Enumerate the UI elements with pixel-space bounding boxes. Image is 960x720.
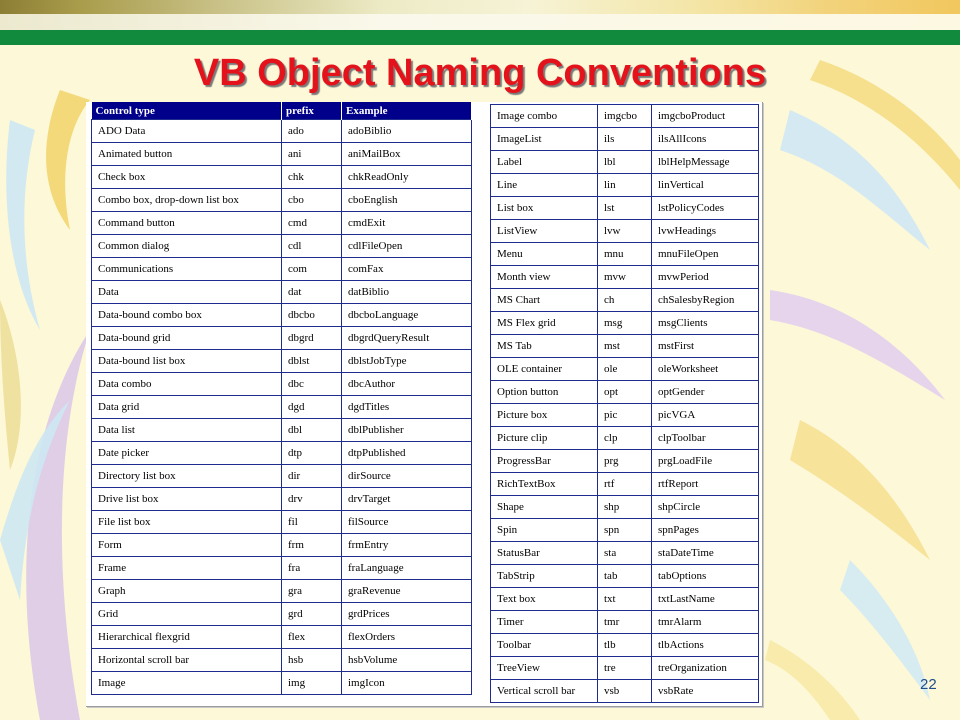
cell-control-type: TreeView: [491, 657, 598, 680]
table-row: [491, 174, 759, 197]
table-row: [491, 151, 759, 174]
table-row: [491, 404, 759, 427]
cell-prefix: tmr: [598, 611, 652, 634]
cell-prefix: prg: [598, 450, 652, 473]
table-row: [92, 672, 472, 695]
cell-example: linVertical: [652, 174, 759, 197]
cell-control-type: Timer: [491, 611, 598, 634]
cell-prefix: tab: [598, 565, 652, 588]
cell-control-type: MS Flex grid: [491, 312, 598, 335]
cell-example: chkReadOnly: [342, 166, 472, 189]
naming-table-right: [490, 104, 759, 703]
table-row: [491, 197, 759, 220]
cell-example: flexOrders: [342, 626, 472, 649]
cell-prefix: clp: [598, 427, 652, 450]
cell-prefix: ch: [598, 289, 652, 312]
cell-example: oleWorksheet: [652, 358, 759, 381]
cell-control-type: Data combo: [92, 373, 282, 396]
cell-control-type: Menu: [491, 243, 598, 266]
cell-control-type: ProgressBar: [491, 450, 598, 473]
cell-prefix: cdl: [282, 235, 342, 258]
cell-prefix: fra: [282, 557, 342, 580]
cell-control-type: Grid: [92, 603, 282, 626]
table-row: [92, 580, 472, 603]
table-row: [92, 557, 472, 580]
cell-example: datBiblio: [342, 281, 472, 304]
cell-prefix: frm: [282, 534, 342, 557]
cell-prefix: sta: [598, 542, 652, 565]
cell-prefix: dbcbo: [282, 304, 342, 327]
cell-prefix: mst: [598, 335, 652, 358]
cell-control-type: Directory list box: [92, 465, 282, 488]
cell-example: grdPrices: [342, 603, 472, 626]
cell-control-type: Form: [92, 534, 282, 557]
table-row: [92, 488, 472, 511]
table-row: [92, 120, 472, 143]
table-row: [491, 289, 759, 312]
cell-prefix: lbl: [598, 151, 652, 174]
table-row: [92, 304, 472, 327]
table-row: [491, 266, 759, 289]
cell-control-type: Data-bound list box: [92, 350, 282, 373]
table-row: [491, 588, 759, 611]
naming-table-left: [91, 102, 472, 695]
cell-control-type: Hierarchical flexgrid: [92, 626, 282, 649]
cell-control-type: Toolbar: [491, 634, 598, 657]
cell-control-type: Drive list box: [92, 488, 282, 511]
cell-example: graRevenue: [342, 580, 472, 603]
table-row: [92, 350, 472, 373]
cell-example: cdlFileOpen: [342, 235, 472, 258]
cell-control-type: TabStrip: [491, 565, 598, 588]
cell-example: aniMailBox: [342, 143, 472, 166]
cell-prefix: imgcbo: [598, 105, 652, 128]
cell-example: shpCircle: [652, 496, 759, 519]
cell-prefix: rtf: [598, 473, 652, 496]
table-row: [491, 565, 759, 588]
cell-example: msgClients: [652, 312, 759, 335]
cell-control-type: StatusBar: [491, 542, 598, 565]
cell-control-type: ADO Data: [92, 120, 282, 143]
cell-prefix: mvw: [598, 266, 652, 289]
cell-control-type: Data grid: [92, 396, 282, 419]
cell-example: mnuFileOpen: [652, 243, 759, 266]
cell-example: dbgrdQueryResult: [342, 327, 472, 350]
cell-example: fraLanguage: [342, 557, 472, 580]
cell-control-type: Communications: [92, 258, 282, 281]
table-row: [491, 680, 759, 703]
cell-prefix: hsb: [282, 649, 342, 672]
cell-example: adoBiblio: [342, 120, 472, 143]
cell-control-type: Label: [491, 151, 598, 174]
cell-example: picVGA: [652, 404, 759, 427]
cell-example: lvwHeadings: [652, 220, 759, 243]
cell-prefix: lst: [598, 197, 652, 220]
table-row: [491, 657, 759, 680]
cell-prefix: tlb: [598, 634, 652, 657]
cell-prefix: pic: [598, 404, 652, 427]
header-control-type: Control type: [92, 102, 282, 120]
cell-example: lstPolicyCodes: [652, 197, 759, 220]
cell-example: chSalesbyRegion: [652, 289, 759, 312]
cell-example: tlbActions: [652, 634, 759, 657]
table-row: [491, 243, 759, 266]
cell-example: clpToolbar: [652, 427, 759, 450]
cell-prefix: ole: [598, 358, 652, 381]
cell-control-type: Common dialog: [92, 235, 282, 258]
cell-control-type: Image combo: [491, 105, 598, 128]
table-row: [92, 534, 472, 557]
cell-example: staDateTime: [652, 542, 759, 565]
cell-example: tmrAlarm: [652, 611, 759, 634]
cell-control-type: Picture clip: [491, 427, 598, 450]
table-row: [491, 634, 759, 657]
cell-example: dtpPublished: [342, 442, 472, 465]
cell-control-type: Line: [491, 174, 598, 197]
cell-prefix: dat: [282, 281, 342, 304]
cell-prefix: spn: [598, 519, 652, 542]
cell-prefix: cmd: [282, 212, 342, 235]
cell-control-type: Date picker: [92, 442, 282, 465]
cell-prefix: dblst: [282, 350, 342, 373]
table-header-row: [92, 102, 472, 120]
cell-control-type: Graph: [92, 580, 282, 603]
table-row: [92, 327, 472, 350]
table-row: [92, 281, 472, 304]
cell-control-type: Data list: [92, 419, 282, 442]
cell-control-type: RichTextBox: [491, 473, 598, 496]
table-row: [491, 128, 759, 151]
cell-prefix: fil: [282, 511, 342, 534]
top-green-bar: [0, 30, 960, 45]
table-row: [491, 519, 759, 542]
cell-example: vsbRate: [652, 680, 759, 703]
cell-prefix: tre: [598, 657, 652, 680]
cell-example: rtfReport: [652, 473, 759, 496]
table-row: [491, 496, 759, 519]
cell-prefix: chk: [282, 166, 342, 189]
table-row: [92, 166, 472, 189]
page-number: 22: [920, 676, 937, 693]
cell-example: dblstJobType: [342, 350, 472, 373]
table-row: [491, 335, 759, 358]
table-row: [92, 258, 472, 281]
cell-example: optGender: [652, 381, 759, 404]
cell-prefix: lin: [598, 174, 652, 197]
top-light-band: [0, 14, 960, 30]
cell-control-type: Data-bound grid: [92, 327, 282, 350]
table-row: [92, 212, 472, 235]
cell-example: hsbVolume: [342, 649, 472, 672]
cell-prefix: dbl: [282, 419, 342, 442]
cell-prefix: mnu: [598, 243, 652, 266]
cell-prefix: ado: [282, 120, 342, 143]
cell-control-type: Check box: [92, 166, 282, 189]
cell-prefix: txt: [598, 588, 652, 611]
top-gradient-bar: [0, 0, 960, 14]
cell-example: prgLoadFile: [652, 450, 759, 473]
cell-example: dirSource: [342, 465, 472, 488]
cell-example: cboEnglish: [342, 189, 472, 212]
cell-prefix: vsb: [598, 680, 652, 703]
table-row: [92, 511, 472, 534]
cell-example: mvwPeriod: [652, 266, 759, 289]
table-row: [92, 626, 472, 649]
table-row: [491, 358, 759, 381]
cell-prefix: ani: [282, 143, 342, 166]
cell-control-type: Shape: [491, 496, 598, 519]
header-prefix: prefix: [282, 102, 342, 120]
cell-control-type: Command button: [92, 212, 282, 235]
table-row: [92, 235, 472, 258]
cell-prefix: opt: [598, 381, 652, 404]
cell-control-type: Picture box: [491, 404, 598, 427]
table-row: [92, 419, 472, 442]
cell-control-type: Text box: [491, 588, 598, 611]
table-row: [92, 373, 472, 396]
cell-control-type: Combo box, drop-down list box: [92, 189, 282, 212]
cell-control-type: Horizontal scroll bar: [92, 649, 282, 672]
table-row: [491, 427, 759, 450]
cell-prefix: grd: [282, 603, 342, 626]
cell-example: mstFirst: [652, 335, 759, 358]
cell-example: imgcboProduct: [652, 105, 759, 128]
cell-prefix: cbo: [282, 189, 342, 212]
cell-prefix: img: [282, 672, 342, 695]
cell-control-type: ImageList: [491, 128, 598, 151]
cell-prefix: shp: [598, 496, 652, 519]
header-example: Example: [342, 102, 472, 120]
cell-example: dbcboLanguage: [342, 304, 472, 327]
table-row: [491, 381, 759, 404]
table-row: [92, 603, 472, 626]
table-row: [92, 649, 472, 672]
cell-prefix: dbgrd: [282, 327, 342, 350]
table-row: [491, 105, 759, 128]
cell-control-type: Option button: [491, 381, 598, 404]
cell-prefix: dir: [282, 465, 342, 488]
cell-example: dgdTitles: [342, 396, 472, 419]
table-row: [491, 450, 759, 473]
cell-prefix: ils: [598, 128, 652, 151]
cell-example: dbcAuthor: [342, 373, 472, 396]
table-row: [92, 143, 472, 166]
cell-control-type: File list box: [92, 511, 282, 534]
cell-example: comFax: [342, 258, 472, 281]
table-row: [491, 312, 759, 335]
cell-example: filSource: [342, 511, 472, 534]
table-row: [92, 442, 472, 465]
table-row: [491, 473, 759, 496]
table-row: [92, 465, 472, 488]
cell-example: lblHelpMessage: [652, 151, 759, 174]
cell-prefix: com: [282, 258, 342, 281]
cell-example: imgIcon: [342, 672, 472, 695]
cell-example: ilsAllIcons: [652, 128, 759, 151]
cell-control-type: List box: [491, 197, 598, 220]
cell-prefix: flex: [282, 626, 342, 649]
cell-control-type: Frame: [92, 557, 282, 580]
table-row: [491, 611, 759, 634]
cell-example: frmEntry: [342, 534, 472, 557]
cell-prefix: dgd: [282, 396, 342, 419]
cell-example: tabOptions: [652, 565, 759, 588]
cell-prefix: lvw: [598, 220, 652, 243]
table-row: [92, 396, 472, 419]
cell-control-type: ListView: [491, 220, 598, 243]
cell-example: drvTarget: [342, 488, 472, 511]
cell-control-type: Data: [92, 281, 282, 304]
cell-prefix: gra: [282, 580, 342, 603]
cell-example: dblPublisher: [342, 419, 472, 442]
slide-title: VB Object Naming Conventions: [193, 52, 767, 94]
cell-control-type: MS Tab: [491, 335, 598, 358]
cell-example: cmdExit: [342, 212, 472, 235]
cell-control-type: Data-bound combo box: [92, 304, 282, 327]
cell-control-type: Image: [92, 672, 282, 695]
cell-example: txtLastName: [652, 588, 759, 611]
cell-control-type: Spin: [491, 519, 598, 542]
cell-example: treOrganization: [652, 657, 759, 680]
cell-control-type: Animated button: [92, 143, 282, 166]
cell-prefix: dbc: [282, 373, 342, 396]
cell-prefix: msg: [598, 312, 652, 335]
naming-table-panel: [86, 102, 763, 707]
cell-control-type: OLE container: [491, 358, 598, 381]
cell-prefix: drv: [282, 488, 342, 511]
table-row: [491, 542, 759, 565]
cell-example: spnPages: [652, 519, 759, 542]
cell-control-type: Month view: [491, 266, 598, 289]
cell-control-type: MS Chart: [491, 289, 598, 312]
cell-control-type: Vertical scroll bar: [491, 680, 598, 703]
table-row: [491, 220, 759, 243]
table-row: [92, 189, 472, 212]
cell-prefix: dtp: [282, 442, 342, 465]
